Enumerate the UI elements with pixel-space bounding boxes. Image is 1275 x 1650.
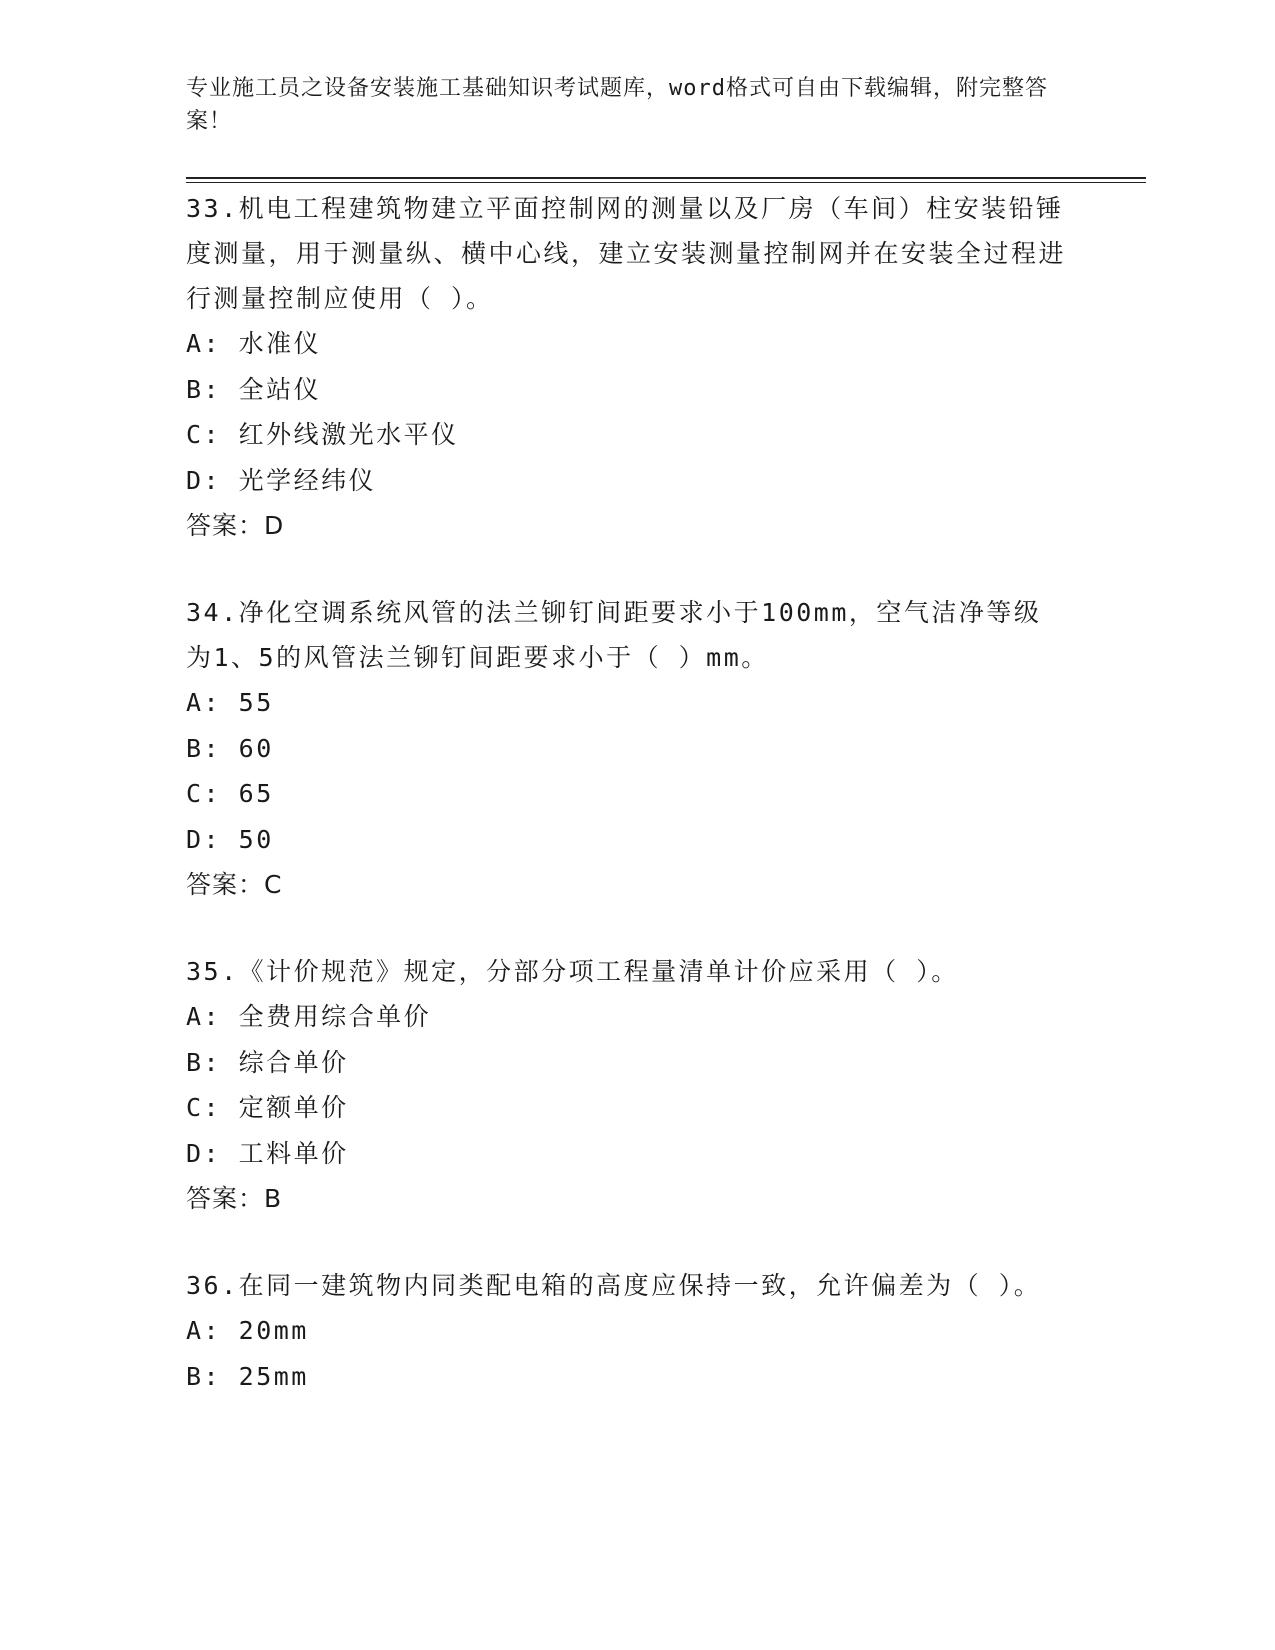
question-35 — [186, 949, 1066, 1221]
question-text: 33.机电工程建筑物建立平面控制网的测量以及厂房（车间）柱安装铅锤度测量，用于测量纵、横中心线，建立安装测量控制网并在安装全过程进行测量控制应使用（ ）。 — [186, 194, 1067, 313]
question-36 — [186, 1263, 1066, 1399]
option-d: D: 工料单价 — [186, 1138, 349, 1168]
answer: 答案：B — [186, 1184, 283, 1213]
answer: 答案：C — [186, 870, 283, 899]
option-b: B: 25mm — [186, 1361, 309, 1391]
option-c: C: 定额单价 — [186, 1093, 349, 1122]
question-33 — [186, 186, 1066, 548]
header-text: 专业施工员之设备安装施工基础知识考试题库，word格式可自由下载编辑，附完整答案！ — [186, 76, 1048, 134]
option-a: A: 全费用综合单价 — [186, 1002, 432, 1031]
answer: 答案：D — [186, 511, 285, 540]
option-b: B: 60 — [186, 733, 274, 763]
option-d: D: 光学经纬仪 — [186, 465, 377, 495]
option-d: D: 50 — [186, 824, 274, 854]
question-text: 34.净化空调系统风管的法兰铆钉间距要求小于100mm，空气洁净等级为1、5的风管法兰铆钉间距要求小于（ ）mm。 — [186, 598, 1042, 672]
question-text: 36.在同一建筑物内同类配电箱的高度应保持一致，允许偏差为（ ）。 — [186, 1271, 1042, 1300]
option-b: B: 全站仪 — [186, 374, 322, 404]
option-a: A: 20mm — [186, 1316, 309, 1345]
option-b: B: 综合单价 — [186, 1047, 349, 1077]
option-c: C: 红外线激光水平仪 — [186, 420, 459, 449]
question-text: 35.《计价规范》规定，分部分项工程量清单计价应采用（ ）。 — [186, 957, 959, 986]
header-divider-thick — [186, 177, 1146, 179]
option-c: C: 65 — [186, 779, 274, 808]
option-a: A: 55 — [186, 688, 274, 717]
question-34 — [186, 590, 1066, 907]
option-a: A: 水准仪 — [186, 329, 322, 358]
document-header — [186, 72, 1066, 138]
header-divider-thin — [186, 182, 1146, 183]
question-list — [186, 186, 1066, 1399]
